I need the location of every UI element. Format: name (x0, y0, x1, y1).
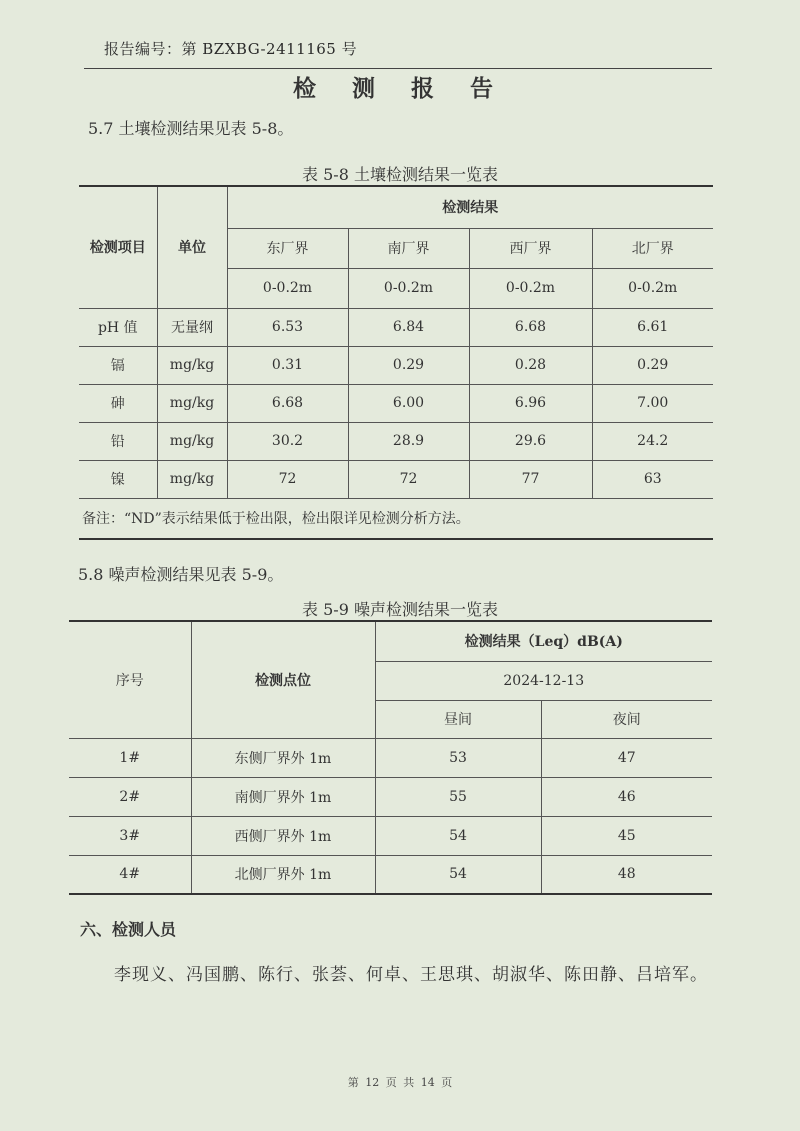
value-cell: 0.31 (227, 346, 348, 384)
page-title: 检 测 报 告 (292, 75, 508, 102)
value-cell: 6.00 (348, 384, 469, 422)
no-cell: 4# (69, 855, 191, 894)
table-row (69, 738, 712, 777)
header-no: 序号 (69, 621, 191, 738)
header-divider (84, 68, 712, 69)
no-cell: 3# (69, 816, 191, 855)
table-row (69, 816, 712, 855)
night-cell: 45 (541, 816, 712, 855)
value-cell: 6.96 (469, 384, 592, 422)
point-cell: 东侧厂界外 1m (191, 738, 375, 777)
night-cell: 48 (541, 855, 712, 894)
noise-results-table (69, 620, 712, 895)
item-cell: 镍 (79, 460, 157, 498)
header-location-east: 东厂界 (227, 228, 348, 268)
day-cell: 55 (375, 777, 541, 816)
point-cell: 南侧厂界外 1m (191, 777, 375, 816)
item-cell: 镉 (79, 346, 157, 384)
value-cell: 6.68 (469, 308, 592, 346)
table-5-8-caption: 表 5-8 土壤检测结果一览表 (302, 165, 498, 184)
header-depth: 0-0.2m (348, 268, 469, 308)
value-cell: 72 (348, 460, 469, 498)
value-cell: 24.2 (592, 422, 713, 460)
table-row (79, 460, 713, 498)
item-cell: 砷 (79, 384, 157, 422)
page-number: 第 12 页 共 14 页 (347, 1076, 453, 1089)
value-cell: 6.61 (592, 308, 713, 346)
item-cell: 铅 (79, 422, 157, 460)
header-depth: 0-0.2m (469, 268, 592, 308)
header-date: 2024-12-13 (375, 661, 712, 700)
item-cell: pH 值 (79, 308, 157, 346)
value-cell: 7.00 (592, 384, 713, 422)
day-cell: 54 (375, 816, 541, 855)
value-cell: 6.53 (227, 308, 348, 346)
value-cell: 0.28 (469, 346, 592, 384)
header-depth: 0-0.2m (227, 268, 348, 308)
header-unit: 单位 (157, 186, 227, 308)
table-row (79, 308, 713, 346)
value-cell: 30.2 (227, 422, 348, 460)
table-5-9-caption: 表 5-9 噪声检测结果一览表 (302, 600, 498, 619)
value-cell: 0.29 (348, 346, 469, 384)
table-bottom-rule (79, 538, 713, 540)
value-cell: 6.68 (227, 384, 348, 422)
table-row (79, 422, 713, 460)
header-location-north: 北厂界 (592, 228, 713, 268)
unit-cell: mg/kg (157, 422, 227, 460)
header-night: 夜间 (541, 700, 712, 738)
night-cell: 46 (541, 777, 712, 816)
header-depth: 0-0.2m (592, 268, 713, 308)
table-row (69, 777, 712, 816)
soil-results-table (79, 185, 713, 499)
no-cell: 2# (69, 777, 191, 816)
value-cell: 63 (592, 460, 713, 498)
value-cell: 0.29 (592, 346, 713, 384)
no-cell: 1# (69, 738, 191, 777)
header-results: 检测结果 (227, 186, 713, 228)
section-5-7-intro: 5.7 土壤检测结果见表 5-8。 (88, 119, 294, 138)
value-cell: 29.6 (469, 422, 592, 460)
point-cell: 西侧厂界外 1m (191, 816, 375, 855)
header-location-south: 南厂界 (348, 228, 469, 268)
value-cell: 77 (469, 460, 592, 498)
header-location-west: 西厂界 (469, 228, 592, 268)
report-number: 报告编号：第 BZXBG-2411165 号 (104, 40, 358, 58)
value-cell: 28.9 (348, 422, 469, 460)
section-6-heading: 六、检测人员 (80, 920, 177, 939)
header-item: 检测项目 (79, 186, 157, 308)
section-5-8-intro: 5.8 噪声检测结果见表 5-9。 (78, 565, 284, 584)
night-cell: 47 (541, 738, 712, 777)
value-cell: 6.84 (348, 308, 469, 346)
header-point: 检测点位 (191, 621, 375, 738)
unit-cell: mg/kg (157, 346, 227, 384)
point-cell: 北侧厂界外 1m (191, 855, 375, 894)
header-results: 检测结果（Leq）dB(A) (375, 621, 712, 661)
day-cell: 53 (375, 738, 541, 777)
unit-cell: mg/kg (157, 460, 227, 498)
header-day: 昼间 (375, 700, 541, 738)
table-row (79, 346, 713, 384)
table-note: 备注：“ND”表示结果低于检出限，检出限详见检测分析方法。 (82, 511, 470, 527)
staff-list: 李现义、冯国鹏、陈行、张荟、何卓、王思琪、胡淑华、陈田静、吕培军。 (114, 965, 708, 985)
unit-cell: 无量纲 (157, 308, 227, 346)
table-row (79, 384, 713, 422)
value-cell: 72 (227, 460, 348, 498)
unit-cell: mg/kg (157, 384, 227, 422)
table-row (69, 855, 712, 894)
day-cell: 54 (375, 855, 541, 894)
